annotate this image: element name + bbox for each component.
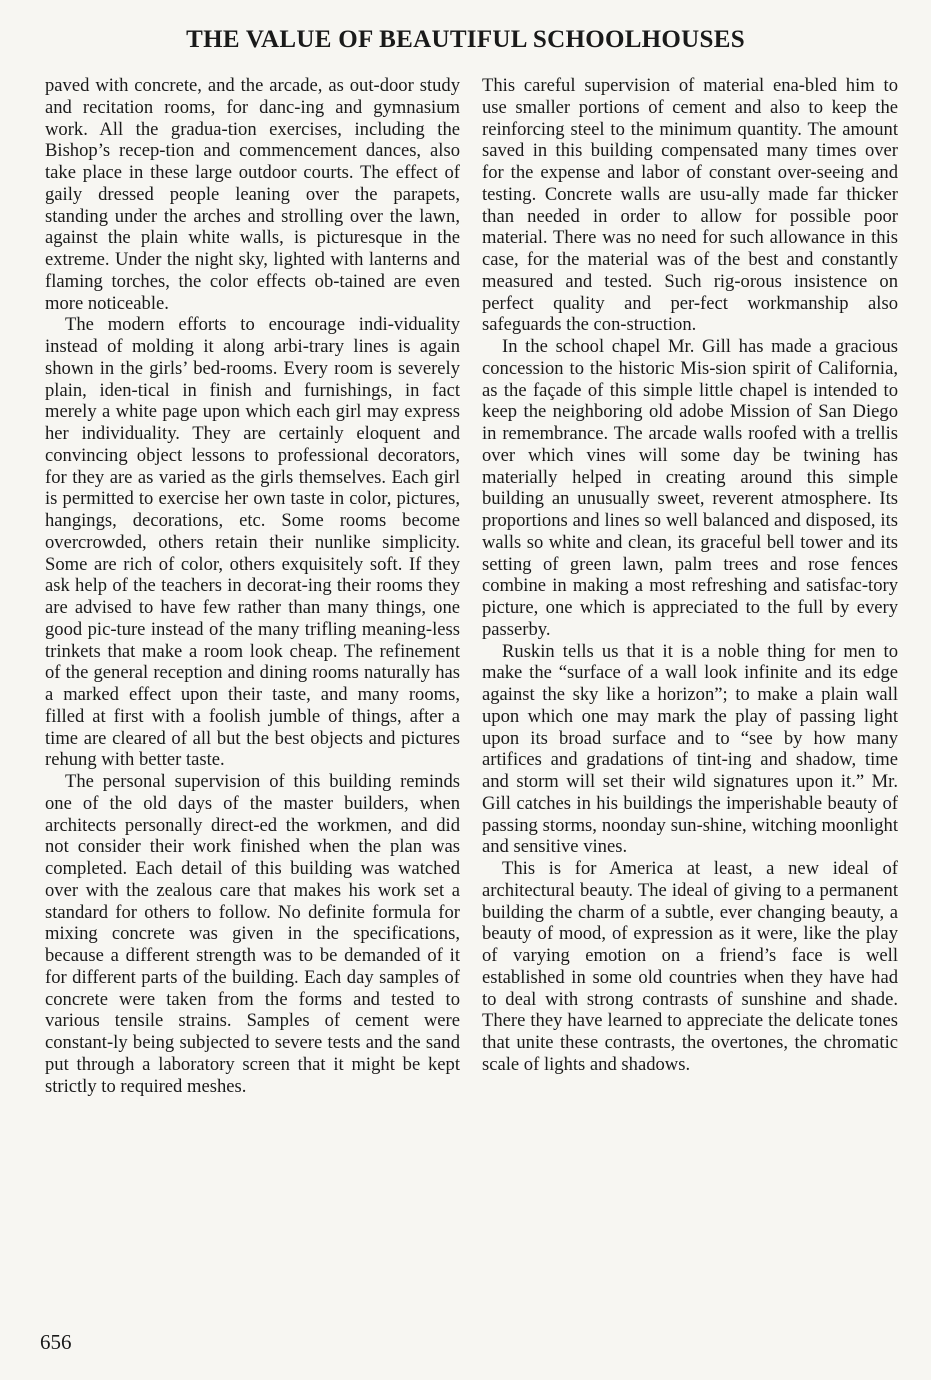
- paragraph: This is for America at least, a new ideal of architectural beauty. The ideal of giving to a permanent building the charm of a subtle, ever changing beauty, a beauty of mood, of expression as it were, like the play of varying emotion on a friend’s face is well established in some old countries when they have had to deal with strong contrasts of sunshine and shade. There they have learned to appreciate the delicate tones that unite these contrasts, the overtones, the chromatic scale of lights and shadows.: [482, 858, 898, 1075]
- left-column: [45, 75, 460, 1097]
- paragraph: In the school chapel Mr. Gill has made a gracious concession to the historic Mis-sion spirit of California, as the façade of this simple little chapel is intended to keep the neighboring old adobe Mission of San Diego in remembrance. The arcade walls roofed with a trellis over which vines will some day be twining has materially helped in creating around this simple building an unusually sweet, reverent atmosphere. Its proportions and lines so well balanced and disposed, its walls so white and clean, its graceful bell tower and its setting of green lawn, palm trees and rose fences combine in making a most refreshing and satisfac-tory picture, one which is appreciated to the full by every passerby.: [482, 336, 898, 640]
- paragraph: paved with concrete, and the arcade, as out-door study and recitation rooms, for danc-ing and gymnasium work. All the gradua-tion exercises, including the Bishop’s recep-tion and commencement dances, also take place in these large outdoor courts. The effect of gaily dressed people leaning over the parapets, standing under the arches and strolling over the lawn, against the plain white walls, is picturesque in the extreme. Under the night sky, lighted with lanterns and flaming torches, the color effects ob-tained are even more noticeable.: [45, 75, 460, 314]
- paragraph: The modern efforts to encourage indi-viduality instead of molding it along arbi-trary lines is again shown in the girls’ bed-rooms. Every room is severely plain, iden-tical in finish and furnishings, in fact merely a white page upon which each girl may express her individuality. They are certainly eloquent and convincing object lessons to professional decorators, for they are as varied as the girls themselves. Each girl is permitted to exercise her own taste in color, pictures, hangings, decorations, etc. Some rooms become overcrowded, others retain their nunlike simplicity. Some are rich of color, others exquisitely soft. If they ask help of the teachers in decorat-ing their rooms they are advised to have few rather than many things, one good pic-ture instead of the many trifling meaning-less trinkets that make a room look cheap. The refinement of the general reception and dining rooms naturally has a marked effect upon their taste, and many rooms, filled at first with a foolish jumble of things, after a time are cleared of all but the best objects and pictures rehung with better taste.: [45, 314, 460, 771]
- paragraph: The personal supervision of this building reminds one of the old days of the master builders, when architects personally direct-ed the workmen, and did not consider their work finished when the plan was completed. Each detail of this building was watched over with the zealous care that makes his work set a standard for others to follow. No definite formula for mixing concrete was given in the specifications, because a different strength was to be demanded of it for different parts of the building. Each day samples of concrete were taken from the forms and tested to various tensile strains. Samples of cement were constant-ly being subjected to severe tests and the sand put through a laboratory screen that it might be kept strictly to required meshes.: [45, 771, 460, 1097]
- running-head-title: THE VALUE OF BEAUTIFUL SCHOOLHOUSES: [186, 26, 745, 53]
- right-column: [482, 75, 898, 1076]
- paragraph: This careful supervision of material ena-bled him to use smaller portions of cement and also to keep the reinforcing steel to the minimum quantity. The amount saved in this building compensated many times over for the expense and labor of constant over-seeing and testing. Concrete walls are usu-ally made far thicker than needed in order to allow for possible poor material. There was no need for such allowance in this case, for the material was of the best and constantly measured and tested. Such rig-orous insistence on perfect quality and per-fect workmanship also safeguards the con-struction.: [482, 75, 898, 336]
- page-number: 656: [40, 1330, 72, 1354]
- paragraph: Ruskin tells us that it is a noble thing for men to make the “surface of a wall look infinite and its edge against the sky like a horizon”; to make a plain wall upon which one may mark the play of passing light upon its broad surface and to “see by how many artifices and gradations of tint-ing and shadow, time and storm will set their wild signatures upon it.” Mr. Gill catches in his buildings the imperishable beauty of passing storms, noonday sun-shine, witching moonlight and sensitive vines.: [482, 640, 898, 858]
